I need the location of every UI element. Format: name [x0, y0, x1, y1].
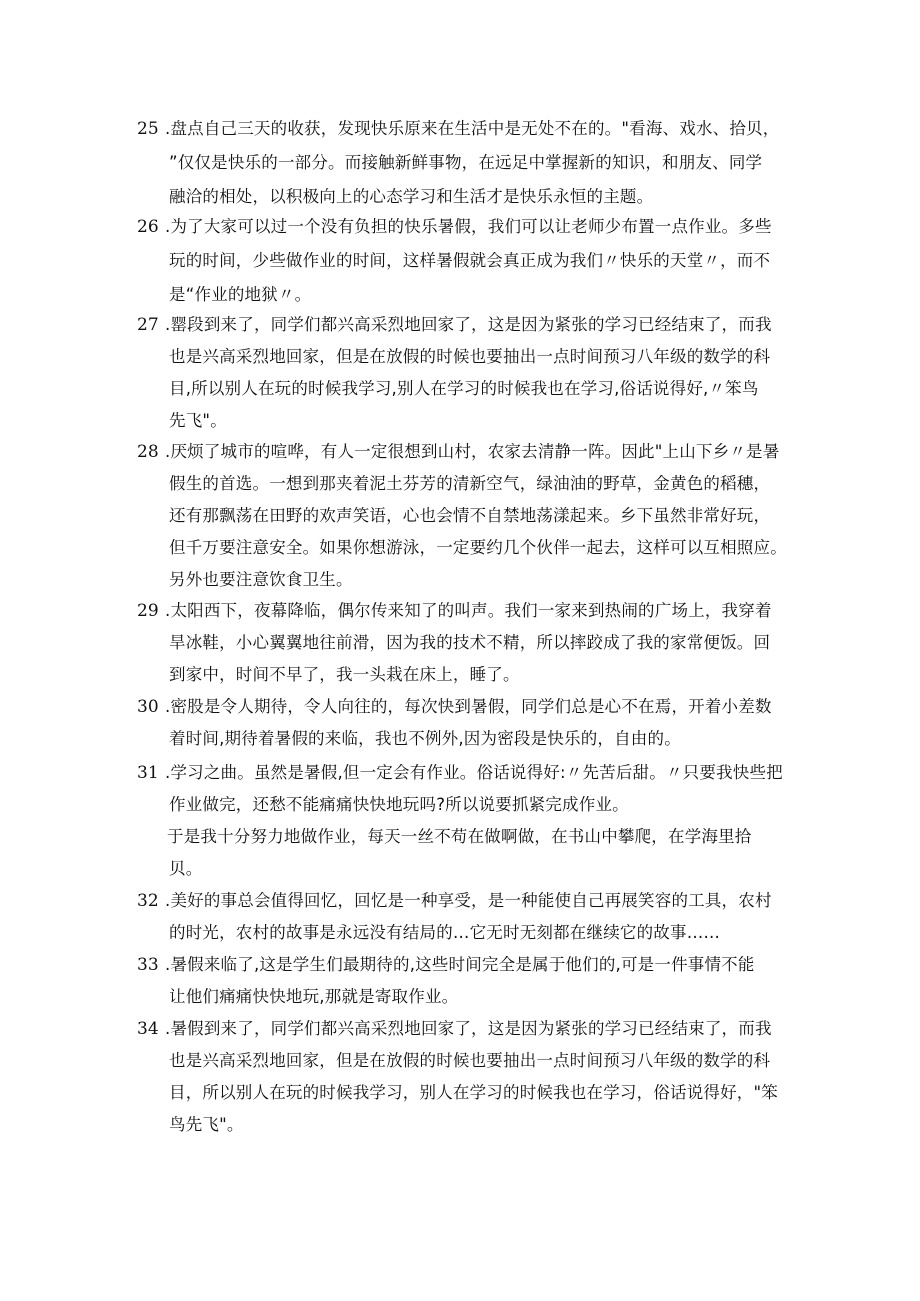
paragraph-line: 玩的时间，少些做作业的时间，这样暑假就会真正成为我们〃快乐的天堂〃，而不 — [169, 251, 771, 270]
paragraph-line: 着时间,期待着暑假的来临，我也不例外,因为密段是快乐的，自由的。 — [169, 729, 681, 748]
paragraph-line: 也是兴高采烈地回家，但是在放假的时候也要抽出一点时间预习八年级的数学的科 — [169, 347, 771, 366]
paragraph-line: .暑假到来了，同学们都兴高采烈地回家了，这是因为紧张的学习已经结束了，而我 — [165, 1019, 772, 1038]
paragraph-line: 鸟先飞"。 — [169, 1115, 244, 1134]
paragraph-line: 于是我十分努力地做作业，每天一丝不苟在做啊做，在书山中攀爬，在学海里拾 — [167, 827, 752, 846]
paragraph-line: .学习之曲。虽然是暑假,但一定会有作业。俗话说得好:〃先苦后甜。〃只要我快些把 — [165, 763, 783, 782]
paragraph-line: 作业做完，还愁不能痛痛快快地玩吗?所以说要抓紧完成作业。 — [169, 795, 629, 814]
paragraph-line: .美好的事总会值得回忆，回忆是一种享受，是一种能使自己再展笑容的工具，农村 — [165, 891, 772, 910]
paragraph-line: .盘点自己三天的收获，发现快乐原来在生活中是无处不在的。"看海、戏水、拾贝， — [165, 119, 780, 138]
paragraph-line: 目，所以别人在玩的时候我学习，别人在学习的时候我也在学习，俗话说得好，"笨 — [169, 1083, 778, 1102]
paragraph-number: 34 — [137, 1019, 159, 1039]
paragraph-line: .为了大家可以过一个没有负担的快乐暑假，我们可以让老师少布置一点作业。多些 — [165, 217, 772, 236]
paragraph-line: 还有那飘荡在田野的欢声笑语，心也会情不自禁地荡漾起来。乡下虽然非常好玩， — [169, 506, 771, 525]
paragraph-line: .厌烦了城市的喧哗，有人一定很想到山村，农家去清静一阵。因此"上山下乡〃是暑 — [165, 442, 780, 461]
paragraph-line: 假生的首选。一想到那夹着泥土芬芳的清新空气，绿油油的野草，金黄色的稻穗， — [169, 474, 771, 493]
paragraph-line: .密股是令人期待，令人向往的，每次快到暑假，同学们总是心不在焉，开着小差数 — [165, 697, 772, 716]
paragraph-number: 31 — [137, 763, 159, 783]
paragraph-line: .罂段到来了，同学们都兴高采烈地回家了，这是因为紧张的学习已经结束了，而我 — [165, 315, 772, 334]
paragraph-number: 29 — [137, 601, 159, 621]
paragraph-line: 到家中，时间不早了，我一头栽在床上，睡了。 — [169, 665, 520, 684]
paragraph-number: 25 — [137, 119, 159, 139]
paragraph-line: .暑假来临了,这是学生们最期待的,这些时间完全是属于他们的,可是一件事情不能 — [165, 955, 755, 974]
paragraph-line: 但千万要注意安全。如果你想游泳，一定要约几个伙伴一起去，这样可以互相照应。 — [169, 538, 787, 557]
paragraph-number: 26 — [137, 217, 159, 237]
paragraph-number: 33 — [137, 955, 159, 975]
paragraph-line: ”仅仅是快乐的一部分。而接触新鲜事物，在远足中掌握新的知识，和朋友、同学 — [169, 153, 763, 172]
paragraph-number: 28 — [137, 442, 159, 462]
paragraph-line: 先飞"。 — [169, 411, 227, 430]
paragraph-line: 另外也要注意饮食卫生。 — [169, 570, 353, 589]
paragraph-line: 让他们痛痛快快地玩,那就是寄取作业。 — [169, 987, 459, 1006]
paragraph-line: 贝。 — [169, 859, 203, 878]
paragraph-line: 的时光，农村的故事是永远没有结局的…它无时无刻都在继续它的故事…… — [169, 923, 721, 942]
paragraph-line: .太阳西下，夜幕降临，偶尔传来知了的叫声。我们一家来到热闹的广场上，我穿着 — [165, 601, 772, 620]
paragraph-number: 30 — [137, 697, 159, 717]
paragraph-line: 也是兴高采烈地回家，但是在放假的时候也要抽出一点时间预习八年级的数学的科 — [169, 1051, 771, 1070]
paragraph-number: 32 — [137, 891, 159, 911]
paragraph-line: 旱冰鞋，小心翼翼地往前滑，因为我的技术不精，所以摔跤成了我的家常便饭。回 — [169, 633, 771, 652]
paragraph-line: 融洽的相处，以积极向上的心态学习和生活才是快乐永恒的主题。 — [169, 187, 654, 206]
paragraph-line: 目,所以别人在玩的时候我学习,别人在学习的时候我也在学习,俗话说得好,〃笨鸟 — [169, 379, 759, 398]
paragraph-number: 27 — [137, 315, 159, 335]
paragraph-line: 是“作业的地狱〃。 — [169, 285, 312, 304]
